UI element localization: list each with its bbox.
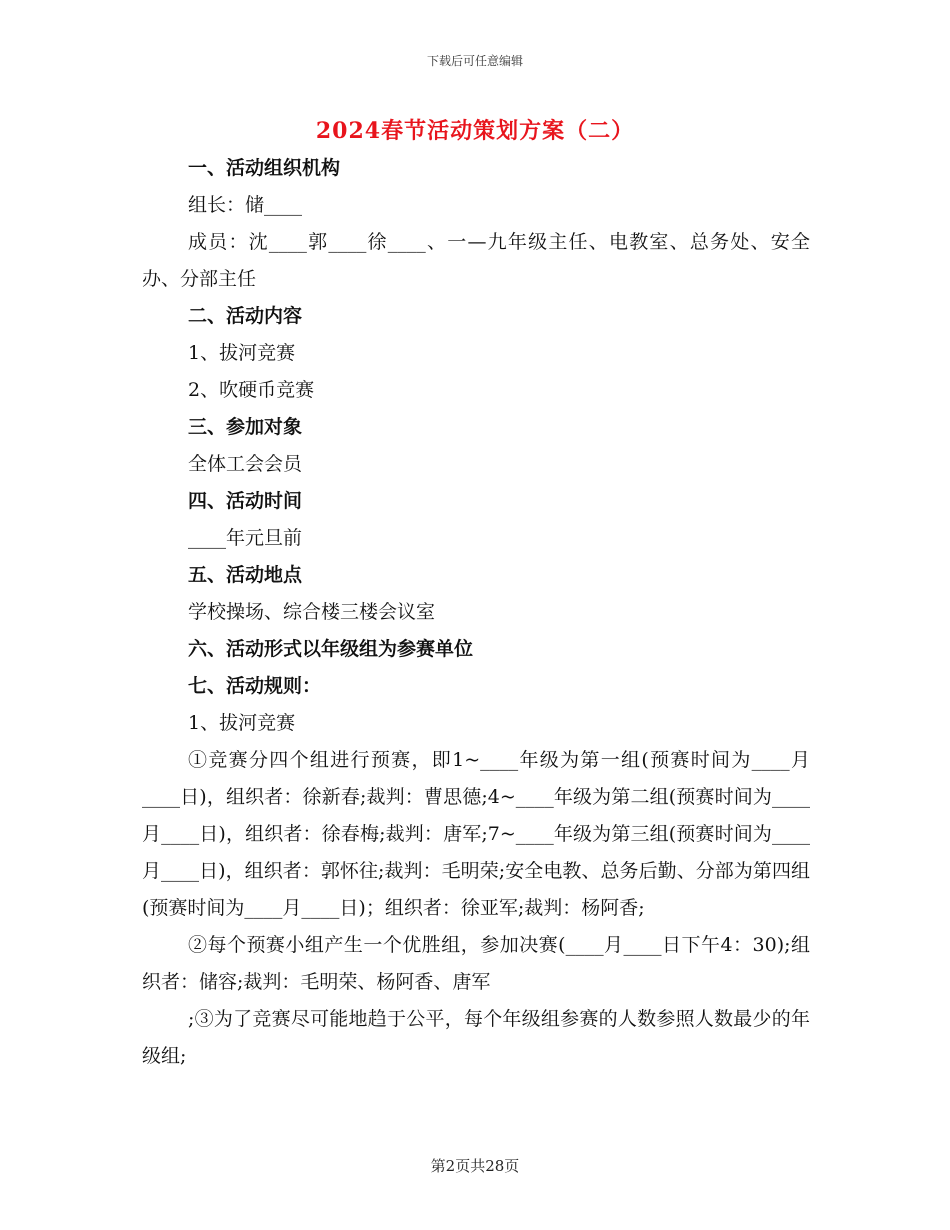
paragraph: ;③为了竞赛尽可能地趋于公平，每个年级组参赛的人数参照人数最少的年级组; [142,1008,810,1067]
paragraph: 成员：沈____郭____徐____、一—九年级主任、电教室、总务处、安全办、分部主任 [142,231,810,290]
section-heading: 五、活动地点 [188,564,303,586]
paragraph: 2、吹硬币竞赛 [188,379,315,401]
paragraph: 组长：储____ [188,194,303,216]
document-title: 2024春节活动策划方案（二） [315,118,635,144]
section-heading: 一、活动组织机构 [188,157,341,179]
page-header-note: 下载后可任意编辑 [426,54,523,68]
section-heading: 六、活动形式以年级组为参赛单位 [188,638,474,660]
section-heading: 三、参加对象 [188,416,303,438]
page-number: 第2页共28页 [430,1157,520,1175]
paragraph: 学校操场、综合楼三楼会议室 [188,601,436,623]
section-heading: 二、活动内容 [188,305,303,327]
paragraph: ①竞赛分四个组进行预赛，即1~____年级为第一组(预赛时间为____月____日)，组织者：徐新春;裁判：曹思德;4~____年级为第二组(预赛时间为____月____日)，组织者：徐春梅;裁判：唐军;7~____年级为第三组(预赛时间为____月____日)，组织者：郭怀往;裁判：毛明荣;安全电教、总务后勤、分部为第四组(预赛时间为____月____日)；组织者：徐亚军;裁判：杨阿香; [142,749,810,919]
section-heading: 四、活动时间 [188,490,303,512]
document-body [142,150,810,1075]
section-heading: 七、活动规则： [188,675,322,697]
paragraph: ____年元旦前 [188,527,303,549]
paragraph: 1、拔河竞赛 [188,712,296,734]
paragraph: ②每个预赛小组产生一个优胜组，参加决赛(____月____日下午4：30);组织者：储容;裁判：毛明荣、杨阿香、唐军 [142,934,810,993]
paragraph: 1、拔河竞赛 [188,342,296,364]
paragraph: 全体工会会员 [188,453,303,475]
